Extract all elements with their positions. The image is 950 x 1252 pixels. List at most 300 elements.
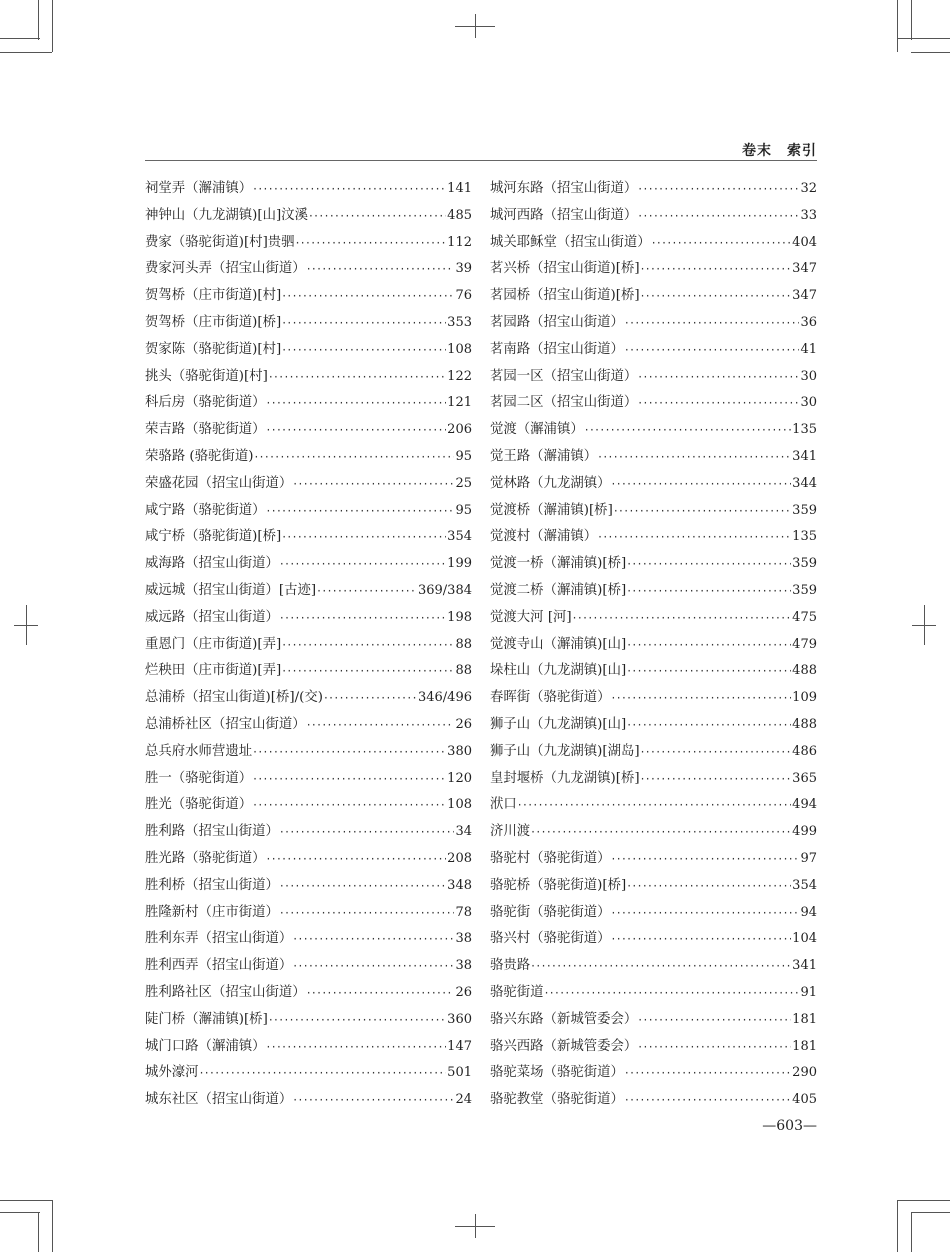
index-term: 济川渡 [490,824,531,840]
dot-leader [652,230,791,257]
index-page-ref: 353 [447,314,472,330]
dot-leader [598,444,791,471]
registration-mark [14,625,38,626]
index-page-ref: 479 [792,636,817,652]
index-page-ref: 147 [447,1038,472,1054]
index-entry [490,632,817,659]
crop-mark [911,0,912,40]
dot-leader [296,230,447,257]
dot-leader [573,605,792,632]
index-entry [145,1060,472,1087]
index-page-ref: 88 [455,663,472,679]
index-page-ref: 122 [447,368,472,384]
index-term: 烂秧田（庄市街道)[弄] [145,663,282,679]
index-page-ref: 499 [792,824,817,840]
index-page-ref: 404 [792,234,817,250]
index-entry [490,712,817,739]
index-term: 总兵府水师营遗址 [145,743,253,759]
index-term: 胜隆新村（庄市街道） [145,904,279,920]
index-entry [490,337,817,364]
index-entry [490,739,817,766]
index-term: 胜利桥（招宝山街道） [145,877,279,893]
dot-leader [641,283,792,310]
index-page-ref: 181 [792,1038,817,1054]
index-entry [145,819,472,846]
index-page-ref: 25 [455,475,472,491]
dot-leader [625,1087,791,1114]
dot-leader [627,712,791,739]
dot-leader [598,524,791,551]
dot-leader [254,444,454,471]
index-page-ref: 108 [447,341,472,357]
index-entry [490,900,817,927]
index-entry [490,658,817,685]
index-entry [145,498,472,525]
index-term: 觉渡二桥（澥浦镇)[桥] [490,582,627,598]
index-entry [145,980,472,1007]
index-entry [145,846,472,873]
index-entry [490,444,817,471]
index-term: 费家河头弄（招宝山街道） [145,261,306,277]
index-entry [145,203,472,230]
index-page-ref: 347 [792,261,817,277]
dot-leader [280,605,446,632]
index-page-ref: 26 [455,984,472,1000]
index-term: 觉渡一桥（澥浦镇)[桥] [490,556,627,572]
dot-leader [612,846,800,873]
crop-mark [0,52,52,53]
index-page-ref: 33 [800,207,817,223]
dot-leader [545,980,800,1007]
index-entry [490,1007,817,1034]
index-entry [145,873,472,900]
registration-mark [455,26,495,27]
index-entry [145,524,472,551]
index-term: 神钟山（九龙湖镇)[山]汶溪 [145,207,308,223]
index-entry [490,256,817,283]
index-entry [145,685,472,712]
dot-leader [614,498,791,525]
crop-mark [897,1200,898,1252]
dot-leader [612,471,792,498]
index-entry [490,551,817,578]
dot-leader [269,1007,446,1034]
crop-mark [911,1212,912,1252]
index-entry [490,498,817,525]
crop-mark [0,1200,52,1201]
index-term: 胜一（骆驼街道） [145,770,253,786]
index-page-ref: 208 [447,850,472,866]
index-page-ref: 290 [792,1065,817,1081]
dot-leader [638,390,799,417]
index-entry [490,766,817,793]
index-term: 陡门桥（澥浦镇)[桥] [145,1011,268,1027]
index-term: 挑头（骆驼街道)[村] [145,368,268,384]
header-rule [145,160,817,161]
index-term: 骆兴东路（新城管委会） [490,1011,638,1027]
index-page-ref: 347 [792,288,817,304]
index-page-ref: 365 [792,770,817,786]
index-page-ref: 380 [447,743,472,759]
index-entry [145,766,472,793]
dot-leader [280,819,455,846]
index-term: 骆驼菜场（骆驼街道） [490,1065,624,1081]
index-term: 祠堂弄（澥浦镇） [145,181,253,196]
crop-mark [38,1212,39,1252]
dot-leader [293,471,454,498]
index-term: 觉渡（澥浦镇） [490,422,584,438]
index-page-ref: 38 [455,931,472,947]
index-term: 觉渡桥（澥浦镇)[桥] [490,502,613,518]
index-term: 咸宁路（骆驼街道） [145,502,266,518]
index-page-ref: 181 [792,1011,817,1027]
dot-leader [638,1034,791,1061]
index-entry [490,873,817,900]
index-term: 觉渡村（澥浦镇） [490,529,598,545]
dot-leader [293,953,454,980]
dot-leader [641,256,792,283]
index-term: 觉渡寺山（澥浦镇)[山] [490,636,627,652]
index-term: 胜光（骆驼街道） [145,797,253,813]
index-entry [145,658,472,685]
index-entry [490,176,817,203]
index-term: 骆兴村（骆驼街道） [490,931,611,947]
index-entry [145,632,472,659]
index-term: 城河东路（招宝山街道） [490,181,638,196]
dot-leader [269,364,446,391]
index-entry [490,364,817,391]
dot-leader [612,900,800,927]
index-page-ref: 198 [447,609,472,625]
index-term: 城关耶稣堂（招宝山街道） [490,234,651,250]
index-entry [145,1007,472,1034]
index-page-ref: 488 [792,716,817,732]
index-page-ref: 354 [447,529,472,545]
index-entry [490,524,817,551]
index-term: 洑口 [490,797,517,813]
index-term: 茗园一区（招宝山街道） [490,368,638,384]
index-page-ref: 24 [455,1092,472,1108]
dot-leader [267,390,447,417]
index-entry [490,926,817,953]
dot-leader [309,203,446,230]
index-page-ref: 359 [792,502,817,518]
crop-mark [52,0,53,52]
index-page-ref: 95 [455,448,472,464]
dot-leader [627,658,791,685]
dot-leader [200,1060,447,1087]
index-page-ref: 32 [800,181,817,196]
index-entry [490,1034,817,1061]
dot-leader [280,900,455,927]
dot-leader [625,310,800,337]
index-term: 春晖街（骆驼街道） [490,690,611,706]
index-page-ref: 38 [455,958,472,974]
index-entry [145,364,472,391]
index-page-ref: 108 [447,797,472,813]
index-page-ref: 36 [800,314,817,330]
index-term: 荣吉路（骆驼街道） [145,422,266,438]
index-entry [145,283,472,310]
dot-leader [627,551,791,578]
index-page-ref: 360 [447,1011,472,1027]
index-page-ref: 488 [792,663,817,679]
index-entry [145,176,472,203]
index-page-ref: 78 [455,904,472,920]
index-entry [490,792,817,819]
index-page-ref: 94 [800,904,817,920]
index-entry [145,739,472,766]
index-entry [490,310,817,337]
index-page-ref: 341 [792,448,817,464]
dot-leader [531,953,791,980]
dot-leader [641,766,792,793]
index-entry [145,256,472,283]
index-page-ref: 341 [792,958,817,974]
index-page-ref: 359 [792,556,817,572]
index-page-ref: 344 [792,475,817,491]
index-term: 贺驾桥（庄市街道)[桥] [145,314,282,330]
dot-leader [282,658,454,685]
dot-leader [627,632,791,659]
index-term: 皇封堰桥（九龙湖镇)[桥] [490,770,640,786]
index-entry [145,417,472,444]
index-page-ref: 485 [447,207,472,223]
dot-leader [641,739,792,766]
index-term: 狮子山（九龙湖镇)[湖岛] [490,743,640,759]
dot-leader [267,846,447,873]
registration-mark [455,1226,495,1227]
index-entry [490,1060,817,1087]
dot-leader [253,792,446,819]
index-term: 城外濠河 [145,1065,199,1081]
running-header: 卷末 索引 [742,143,817,159]
index-term: 骆贵路 [490,958,531,974]
index-entry [490,1087,817,1114]
dot-leader [307,980,455,1007]
index-page-ref: 141 [447,181,472,196]
dot-leader [625,337,800,364]
index-page-ref: 95 [455,502,472,518]
dot-leader [324,685,417,712]
index-term: 茗兴桥（招宝山街道)[桥] [490,261,640,277]
index-term: 骆驼街（骆驼街道） [490,904,611,920]
dot-leader [282,283,454,310]
crop-mark [897,0,898,52]
index-page-ref: 135 [792,529,817,545]
crop-mark [38,0,39,40]
index-entry [145,390,472,417]
dot-leader [612,685,792,712]
dot-leader [253,176,446,203]
index-term: 茗园路（招宝山街道） [490,314,624,330]
index-term: 总浦桥（招宝山街道)[桥]/(交) [145,690,323,706]
dot-leader [267,1034,447,1061]
dot-leader [280,873,446,900]
dot-leader [307,256,455,283]
registration-mark [912,625,936,626]
index-page-ref: 39 [455,261,472,277]
index-entry [145,900,472,927]
index-column-left [145,176,472,1114]
index-entry [145,712,472,739]
dot-leader [638,1007,791,1034]
index-entry [490,605,817,632]
index-entry [145,337,472,364]
dot-leader [638,176,799,203]
index-term: 费家（骆驼街道)[村]贵驷 [145,234,295,250]
index-entry [490,471,817,498]
index-page-ref: 486 [792,743,817,759]
index-term: 觉渡大河 [河] [490,609,572,625]
index-term: 荣骆路 (骆驼街道) [145,448,254,464]
dot-leader [317,578,417,605]
crop-mark [897,38,950,39]
index-page-ref: 348 [447,877,472,893]
dot-leader [625,1060,791,1087]
dot-leader [638,364,799,391]
crop-mark [911,1212,950,1213]
index-term: 狮子山（九龙湖镇)[山] [490,716,627,732]
index-page-ref: 91 [800,984,817,1000]
index-term: 威远路（招宝山街道） [145,609,279,625]
index-page-ref: 76 [455,288,472,304]
index-term: 城东社区（招宝山街道） [145,1092,293,1108]
index-entry [145,471,472,498]
index-term: 骆兴西路（新城管委会） [490,1038,638,1054]
index-entry [490,390,817,417]
index-term: 贺家陈（骆驼街道)[村] [145,341,282,357]
index-entry [490,417,817,444]
dot-leader [293,1087,454,1114]
index-term: 茗南路（招宝山街道） [490,341,624,357]
index-term: 茗园二区（招宝山街道） [490,395,638,411]
index-page-ref: 501 [447,1065,472,1081]
dot-leader [518,792,791,819]
index-term: 觉王路（澥浦镇） [490,448,598,464]
dot-leader [293,926,454,953]
index-page-ref: 104 [792,931,817,947]
index-page-ref: 199 [447,556,472,572]
index-page-ref: 494 [792,797,817,813]
index-page-ref: 120 [447,770,472,786]
index-column-right [490,176,817,1114]
index-page-ref: 121 [447,395,472,411]
dot-leader [282,337,446,364]
index-term: 茗园桥（招宝山街道)[桥] [490,288,640,304]
index-page-ref: 30 [800,368,817,384]
index-page-ref: 109 [792,690,817,706]
index-term: 胜利路社区（招宝山街道） [145,984,306,1000]
index-entry [145,444,472,471]
index-term: 骆驼教堂（骆驼街道） [490,1092,624,1108]
dot-leader [253,739,446,766]
page-number: —603— [762,1118,817,1134]
index-term: 胜利西弄（招宝山街道） [145,958,293,974]
index-entry [490,953,817,980]
crop-mark [911,52,950,53]
index-term: 威海路（招宝山街道） [145,556,279,572]
index-term: 总浦桥社区（招宝山街道） [145,716,306,732]
index-entry [490,283,817,310]
dot-leader [282,632,454,659]
index-entry [490,230,817,257]
index-page-ref: 405 [792,1092,817,1108]
dot-leader [638,203,799,230]
dot-leader [585,417,791,444]
index-term: 威远城（招宝山街道）[古迹] [145,582,317,598]
index-page-ref: 359 [792,582,817,598]
index-entry [145,578,472,605]
index-page-ref: 135 [792,422,817,438]
index-page-ref: 369/384 [417,582,472,598]
dot-leader [307,712,455,739]
index-page-ref: 88 [455,636,472,652]
index-entry [145,230,472,257]
index-page-ref: 475 [792,609,817,625]
dot-leader [627,578,791,605]
index-term: 咸宁桥（骆驼街道)[桥] [145,529,282,545]
index-page-ref: 97 [800,850,817,866]
index-term: 骆驼桥（骆驼街道)[桥] [490,877,627,893]
index-term: 垛柱山（九龙湖镇)[山] [490,663,627,679]
index-term: 胜利路（招宝山街道） [145,824,279,840]
index-page-ref: 206 [447,422,472,438]
crop-mark [0,38,40,39]
index-entry [145,1087,472,1114]
crop-mark [52,1200,53,1252]
index-entry [490,685,817,712]
dot-leader [282,524,446,551]
index-term: 重恩门（庄市街道)[弄] [145,636,282,652]
index-term: 骆驼村（骆驼街道） [490,850,611,866]
index-entry [145,310,472,337]
index-term: 城河西路（招宝山街道） [490,207,638,223]
index-term: 荣盛花园（招宝山街道） [145,475,293,491]
crop-mark [897,1200,950,1201]
dot-leader [267,498,455,525]
index-entry [145,1034,472,1061]
index-term: 贺驾桥（庄市街道)[村] [145,288,282,304]
index-entry [145,551,472,578]
index-entry [490,819,817,846]
dot-leader [267,417,447,444]
index-entry [490,980,817,1007]
index-term: 骆驼街道 [490,984,544,1000]
index-page-ref: 30 [800,395,817,411]
index-entry [490,203,817,230]
index-term: 城门口路（澥浦镇） [145,1038,266,1054]
index-page-ref: 346/496 [417,690,472,706]
index-entry [145,926,472,953]
dot-leader [282,310,446,337]
index-entry [145,953,472,980]
dot-leader [627,873,791,900]
dot-leader [280,551,446,578]
index-entry [490,846,817,873]
index-term: 胜光路（骆驼街道） [145,850,266,866]
index-term: 科后房（骆驼街道） [145,395,266,411]
dot-leader [253,766,446,793]
index-page-ref: 26 [455,716,472,732]
crop-mark [0,1212,40,1213]
index-page-ref: 354 [792,877,817,893]
index-entry [145,792,472,819]
dot-leader [531,819,791,846]
index-page-ref: 112 [447,234,472,250]
dot-leader [612,926,792,953]
index-entry [490,578,817,605]
